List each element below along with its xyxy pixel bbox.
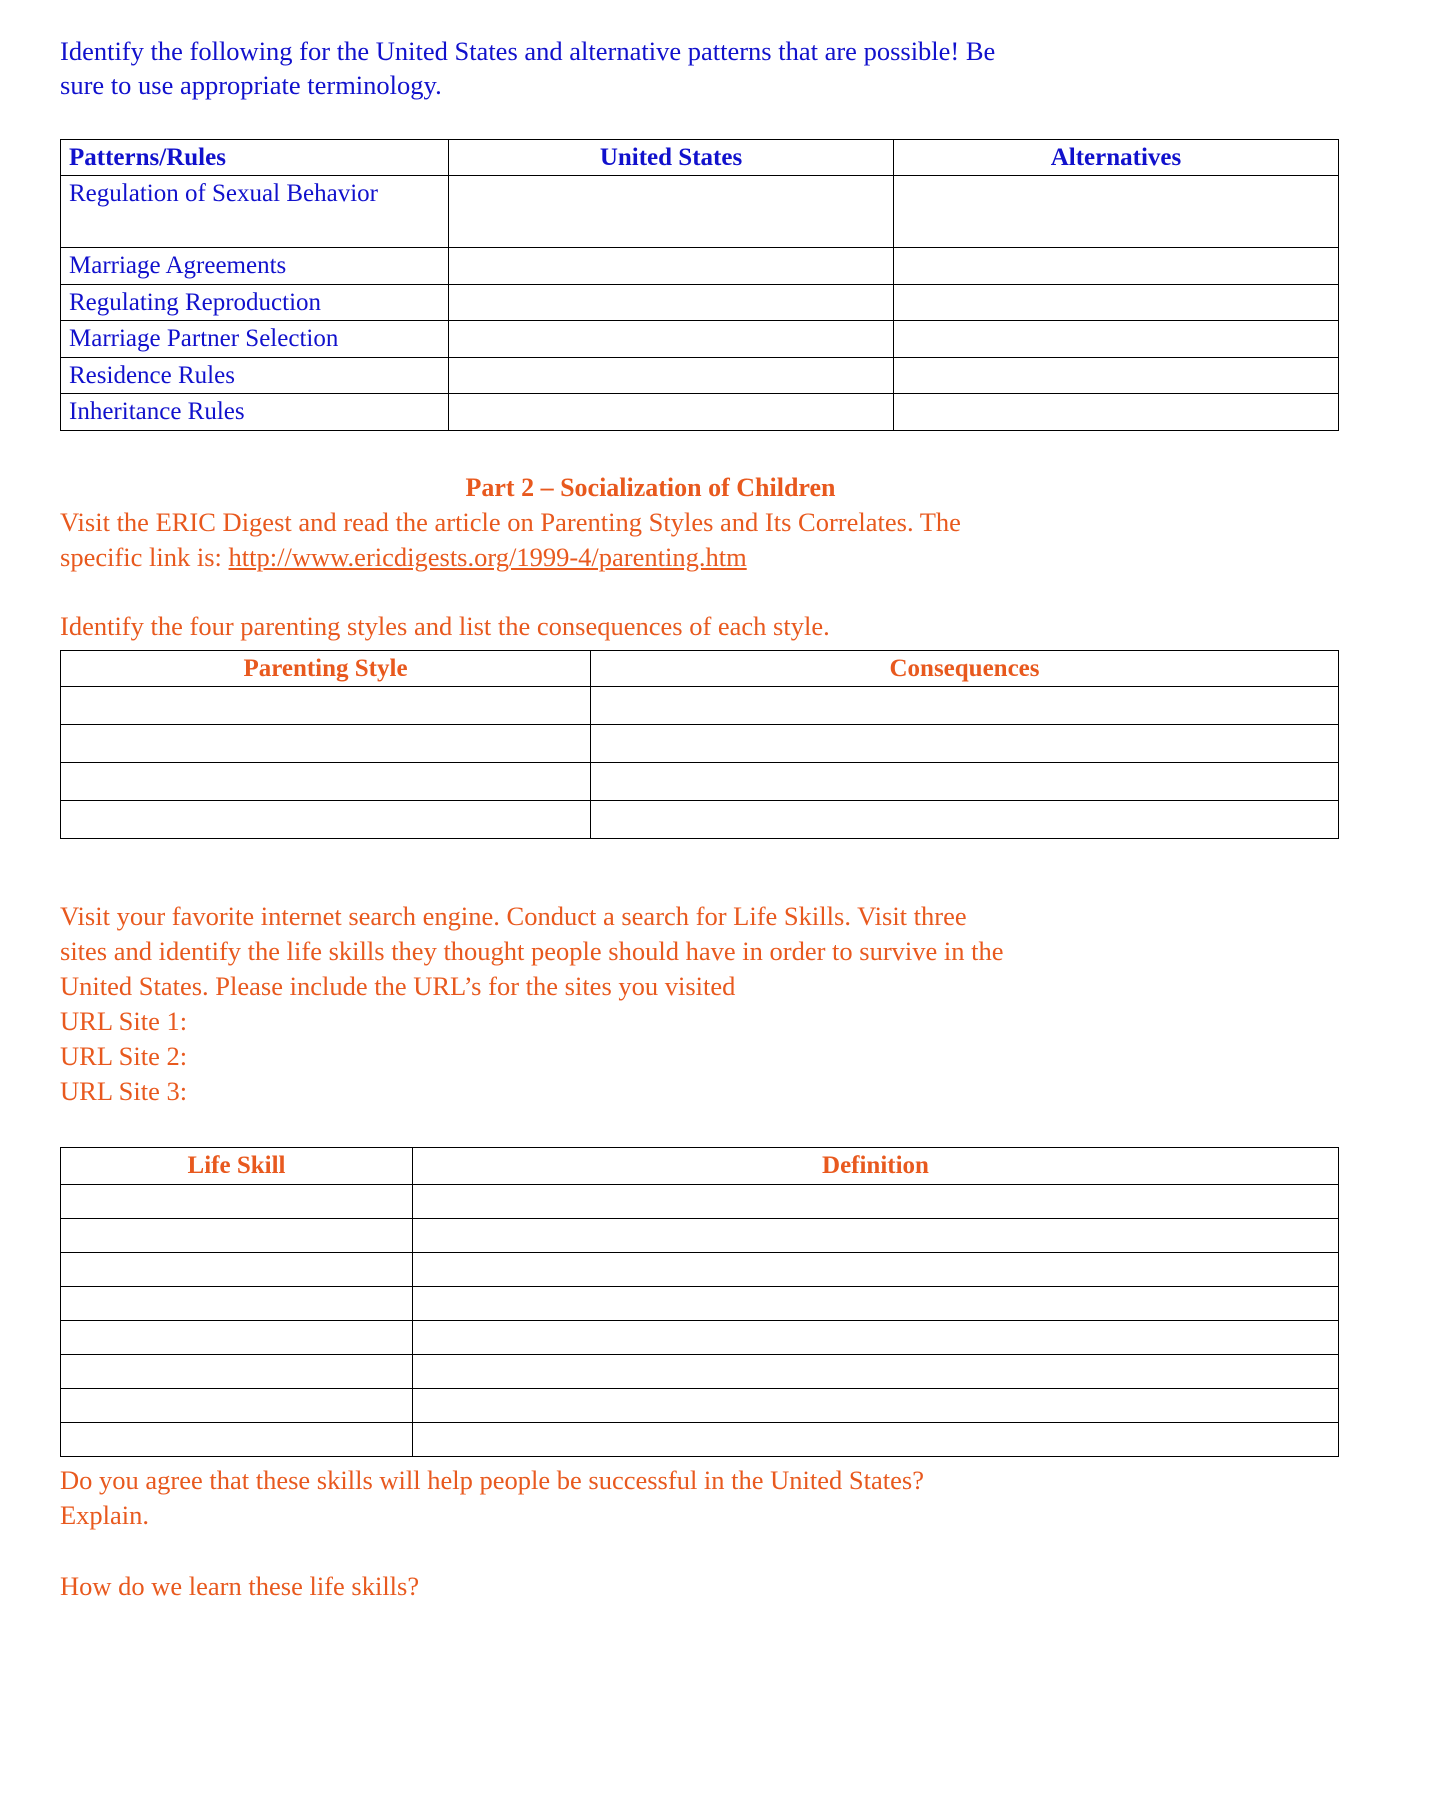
answer-cell-consequences[interactable] [591,725,1339,763]
row-label-marriage-partner-selection: Marriage Partner Selection [61,321,449,358]
row-label-regulation-of-sexual-behavior: Regulation of Sexual Behavior [61,176,449,248]
answer-cell-definition[interactable] [413,1252,1339,1286]
table-row [61,801,1339,839]
part2-heading: Part 2 – Socialization of Children [465,472,836,502]
table-row [61,725,1339,763]
answer-cell-definition[interactable] [413,1354,1339,1388]
identify-parenting-styles-prompt: Identify the four parenting styles and list the consequences of each style. [60,610,830,641]
column-header-united-states: United States [449,139,894,176]
column-header-consequences: Consequences [591,650,1339,687]
answer-cell-us[interactable] [449,321,894,358]
answer-cell-alternatives[interactable] [894,248,1339,285]
answer-cell-life-skill[interactable] [61,1354,413,1388]
table-header-row [61,1148,1339,1185]
table-row [61,763,1339,801]
life-skills-line-2: sites and identify the life skills they thought people should have in order to survive in the [60,936,1004,967]
column-header-life-skill: Life Skill [61,1148,413,1185]
answer-cell-parenting-style[interactable] [61,725,591,763]
patterns-rules-table [60,139,1339,431]
answer-cell-life-skill[interactable] [61,1252,413,1286]
column-header-alternatives: Alternatives [894,139,1339,176]
answer-cell-alternatives[interactable] [894,284,1339,321]
column-header-parenting-style: Parenting Style [61,650,591,687]
answer-cell-life-skill[interactable] [61,1286,413,1320]
url-site-2-label: URL Site 2: [60,1041,188,1072]
closing-question-1 [60,1463,1381,1533]
row-label-marriage-agreements: Marriage Agreements [61,248,449,285]
table-row [61,1218,1339,1252]
answer-cell-alternatives[interactable] [894,357,1339,394]
table-row [61,1252,1339,1286]
eric-digest-link[interactable]: http://www.ericdigests.org/1999-4/parenting.htm [228,541,747,572]
column-header-patterns-rules: Patterns/Rules [61,139,449,176]
answer-cell-definition[interactable] [413,1218,1339,1252]
spacer [60,839,1381,897]
answer-cell-life-skill[interactable] [61,1218,413,1252]
table-row [61,1354,1339,1388]
table-row [61,1320,1339,1354]
life-skills-line-3: United States. Please include the URL’s for the sites you visited [60,971,736,1002]
table-row [61,1286,1339,1320]
table-row [61,394,1339,431]
url-site-3-label: URL Site 3: [60,1076,188,1107]
answer-cell-us[interactable] [449,394,894,431]
closing-question-1-line-1: Do you agree that these skills will help people be successful in the United States? [60,1464,924,1495]
intro-line-1: Identify the following for the United States and alternative patterns that are possible! Be [60,36,996,66]
answer-cell-us[interactable] [449,284,894,321]
answer-cell-parenting-style[interactable] [61,801,591,839]
table-header-row [61,139,1339,176]
table-row [61,176,1339,248]
table-header-row [61,650,1339,687]
answer-cell-life-skill[interactable] [61,1388,413,1422]
part2-instructions-line-1: Visit the ERIC Digest and read the article on Parenting Styles and Its Correlates. The [60,506,961,537]
answer-cell-us[interactable] [449,176,894,248]
table-row [61,248,1339,285]
part2-instructions-line-2-prefix: specific link is: [60,541,229,572]
answer-cell-life-skill[interactable] [61,1320,413,1354]
life-skills-table [60,1147,1339,1457]
life-skills-instructions [60,899,1320,1004]
answer-cell-alternatives[interactable] [894,394,1339,431]
url-site-1-label: URL Site 1: [60,1006,188,1037]
closing-question-2: How do we learn these life skills? [60,1570,420,1601]
table-row [61,321,1339,358]
table-row [61,687,1339,725]
part2-instructions [60,505,1320,575]
answer-cell-definition[interactable] [413,1184,1339,1218]
answer-cell-consequences[interactable] [591,801,1339,839]
answer-cell-alternatives[interactable] [894,321,1339,358]
closing-question-1-line-2: Explain. [60,1499,150,1530]
answer-cell-parenting-style[interactable] [61,763,591,801]
table-row [61,1388,1339,1422]
column-header-definition: Definition [413,1148,1339,1185]
answer-cell-definition[interactable] [413,1388,1339,1422]
answer-cell-us[interactable] [449,357,894,394]
intro-line-2: sure to use appropriate terminology. [60,70,442,101]
answer-cell-definition[interactable] [413,1422,1339,1456]
answer-cell-alternatives[interactable] [894,176,1339,248]
answer-cell-definition[interactable] [413,1286,1339,1320]
intro-paragraph [60,34,1300,103]
answer-cell-life-skill[interactable] [61,1422,413,1456]
life-skills-line-1: Visit your favorite internet search engine. Conduct a search for Life Skills. Visit three [60,901,967,932]
row-label-inheritance-rules: Inheritance Rules [61,394,449,431]
row-label-residence-rules: Residence Rules [61,357,449,394]
answer-cell-consequences[interactable] [591,763,1339,801]
answer-cell-definition[interactable] [413,1320,1339,1354]
answer-cell-consequences[interactable] [591,687,1339,725]
answer-cell-parenting-style[interactable] [61,687,591,725]
parenting-styles-table [60,650,1339,840]
url-answer-lines [60,1004,1381,1109]
answer-cell-us[interactable] [449,248,894,285]
row-label-regulating-reproduction: Regulating Reproduction [61,284,449,321]
table-row [61,284,1339,321]
table-row [61,1422,1339,1456]
answer-cell-life-skill[interactable] [61,1184,413,1218]
table-row [61,1184,1339,1218]
table-row [61,357,1339,394]
